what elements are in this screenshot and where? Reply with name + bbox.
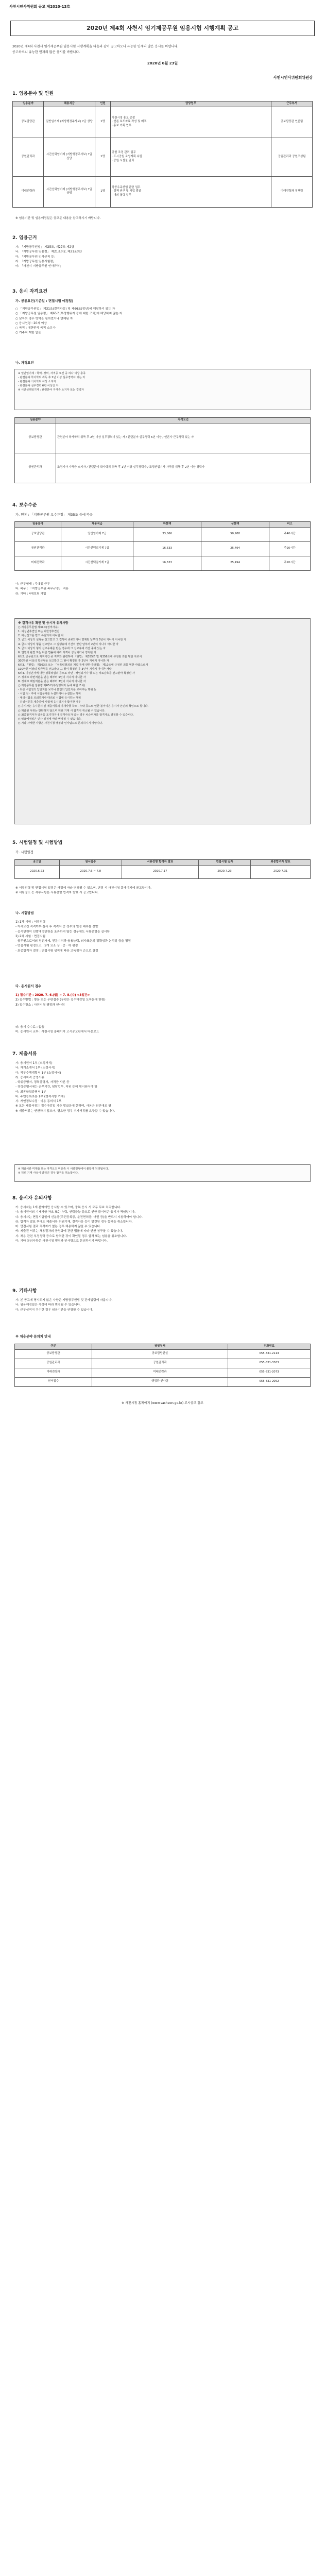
line: ※ 제출서류는 반환하지 않으며, 필요한 경우 추가서류를 요구할 수 있습니다. [15, 1109, 115, 1113]
line: 4. 금고 이상의 형을 선고받고 그 집행유예 기간이 끝난 날부터 2년이 지나지 아니한 자 [18, 642, 119, 646]
cell: 주40시간 [269, 527, 311, 541]
salary-table [14, 521, 311, 571]
disqualification-box [14, 618, 311, 824]
line: 가. 응시원서 1부 (소정서식) [15, 1062, 53, 1065]
cell: 공보담당관실 [92, 1349, 228, 1359]
line: 가. 「지방공무원법」 제25조, 제27조 제2항 [15, 246, 74, 249]
line: ○ 응시연령 : 20세 이상 [15, 321, 47, 325]
cell: 원서접수 [15, 1377, 92, 1386]
line: ○ 제출된 서류는 반환하지 않으며 허위 기재 시 합격이 취소될 수 있습니다. [18, 709, 106, 713]
cell: 시간선택임기제 7급 [61, 541, 133, 556]
documents-note-box [14, 1164, 311, 1182]
line: 2. 파산선고를 받고 복권되지 아니한 자 [18, 634, 64, 638]
line: 라. 응시자격 증명서류 [15, 1076, 44, 1079]
line: - 관련분야 학사학위 취득 후 2년 이상 실무경력이 있는 자 [18, 376, 85, 380]
th-duties: 담당업무 [111, 101, 271, 107]
qualification-table [14, 417, 311, 483]
line: 300만원 이상의 벌금형을 선고받고 그 형이 확정된 후 2년이 지나지 아니한 자 [18, 659, 109, 663]
line: 나. 근무형태 : 주 5일 근무 [15, 583, 50, 586]
schedule-notes [15, 886, 312, 896]
line: 8. 징계로 해임처분을 받은 때부터 3년이 지나지 아니한 자 [18, 680, 86, 684]
cell: 16,533 [133, 556, 201, 570]
line: 6의3. 「형법」 제303조 또는 「성폭력범죄의 처벌 등에 관한 특례법」 제10조에 규정된 죄를 범한 사람으로서 [18, 663, 148, 667]
line: 다. 복무 : 「지방공무원 복무규정」 적용 [15, 587, 69, 591]
th-count: 인원 [95, 101, 111, 107]
line: 나. 「지방공무원 임용령」 제21조의2, 제21조의3 [15, 250, 82, 254]
line: 다. 직무수행계획서 1부 (소정서식) [15, 1071, 61, 1075]
cell: 25,494 [201, 541, 269, 556]
cell: 행정과 인사팀 [92, 1377, 228, 1386]
line: 마. 응시원서 교부 : 사천시청 홈페이지 고시공고란에서 다운로드 [15, 1030, 99, 1034]
line: 1) 1차 시험 : 서류전형 [15, 921, 46, 924]
cell: 미래전략과 [92, 1368, 228, 1377]
cell: 16,533 [133, 541, 201, 556]
th: 공고일 [15, 860, 60, 866]
th: 하한액 [133, 522, 201, 528]
line: 3) 접수장소 : 사천시청 행정과 인사팀 [15, 1003, 65, 1007]
line: 1) 접수기간 : 2020. 7. 6.(월) ~ 7. 8.(수) <3일간> [15, 994, 90, 997]
cell: 시간선택임기제 (지방행정주사보) 7급 상당 [44, 138, 95, 176]
cell: 공원관리과 [13, 138, 44, 176]
section2-body [15, 245, 312, 269]
line: ○ 기타 자세한 사항은 사천시청 행정과 인사팀으로 문의하시기 바랍니다. [18, 721, 103, 725]
cell: 2020.7.17 [122, 865, 198, 878]
line: ○ 「지방공무원법」 제31조(결격사유) 및 제66조(정년)에 해당하지 않는 자 [15, 308, 115, 311]
line: ※ 모든 제출서류는 접수마감일 기준 발급분에 한하며, 사본은 원본대조 필 [15, 1105, 111, 1108]
section3-a-body [15, 307, 312, 336]
cell: 055-831-2052 [228, 1377, 311, 1386]
line: 3. 금고 이상의 실형을 선고받고 그 집행이 종료되거나 면제된 날부터 5년이 지나지 아니한 자 [18, 638, 127, 642]
cell: 055-831-2073 [228, 1368, 311, 1377]
cell: 미래전략과 [13, 176, 44, 207]
section-title: 8. 응시자 유의사항 [12, 1196, 52, 1201]
line: 나. 임용예정일은 사정에 따라 변경될 수 있습니다. [15, 1303, 81, 1307]
line: 다. 응시자는 면접시험일에 신분증(주민등록증, 운전면허증, 여권 등)을 반드시 지참하여야 합니다. [15, 1215, 143, 1219]
line: ○ 지방공무원법 제31조(결격사유) [18, 626, 59, 630]
line: ※ 시험장소 등 세부사항은 서류전형 합격자 발표 시 공고합니다. [15, 891, 99, 895]
contacts-title: ※ 채용분야 문의처 안내 [15, 1334, 51, 1338]
line: 사. 채용 관련 부정청탁 등으로 합격한 것이 확인될 경우 합격 또는 임용을 취소합니다. [15, 1234, 127, 1238]
misc-body [15, 1298, 312, 1313]
cell: 공보담당관 [15, 1349, 92, 1359]
cell: 일반임기제 7급 [61, 527, 133, 541]
subsection-title: 나. 시험방법 [15, 911, 34, 915]
cautions-body [15, 1206, 312, 1244]
line: - 응시인원이 선발예정인원을 초과하지 않는 경우에도 서류전형을 실시함 [15, 930, 110, 934]
publisher: 사천시인사위원회위원장 [273, 75, 313, 80]
line: 100만원 이상의 벌금형을 선고받고 그 형이 확정된 후 3년이 지나지 아니한 사람 [18, 667, 112, 671]
contacts-table [14, 1344, 311, 1387]
cell: 미래전략과 [15, 556, 61, 570]
th: 임용분야 [15, 522, 61, 528]
notice-title: 2020년 제4회 사천시 임기제공무원 임용시험 시행계획 공고 [10, 21, 315, 36]
line: 다. 「지방공무원 인사규칙 등」 [15, 255, 57, 259]
cell: 사천시정 홍보 총괄 · 언론 보도자료 작성 및 배포 · 홍보 기획 업무 [111, 107, 271, 138]
th: 채용직급 [61, 522, 133, 528]
cell: 055-831-2113 [228, 1349, 311, 1359]
line: 바. 제출된 서류는 채용절차의 공정화에 관한 법률에 따라 반환 청구할 수 있습니다. [15, 1230, 123, 1233]
th-grade: 채용직급 [44, 101, 95, 107]
cell: 시간선택임기제 (지방행정주사보) 7급 상당 [44, 176, 95, 207]
line: 2) 접수방법 : 방문 또는 우편접수 (우편은 접수마감일 도착분에 한함) [15, 998, 106, 1002]
subsection-title: 가. 공통요건(기준일 : 면접시험 예정일) [15, 299, 74, 303]
line: 다. 근무성적이 우수한 경우 임용기간을 연장할 수 있습니다. [15, 1308, 93, 1312]
cell: 주20시간 [269, 556, 311, 570]
exam-method-body [15, 920, 312, 954]
th-field: 임용분야 [13, 101, 44, 107]
cell: 공원관리과 [15, 453, 56, 483]
th: 담당부서 [92, 1344, 228, 1350]
line: - 학위증명서, 경력증명서, 자격증 사본 등 [15, 1081, 70, 1084]
line: 나. 응시원서의 기재사항 착오 또는 누락, 연락불능 등으로 인한 불이익은 응시자 책임입니다. [15, 1211, 135, 1214]
schedule-table [14, 859, 311, 879]
cell: 25,494 [201, 556, 269, 570]
line: 마. 「사천시 지방공무원 인사규칙」 [15, 265, 63, 268]
line: 1. 피성년후견인 또는 피한정후견인 [18, 630, 60, 634]
cell: 공보담당관 [15, 423, 56, 453]
line: 바. 주민등록초본 1부 (병적사항 기재) [15, 1095, 65, 1098]
section-title: 1. 임용분야 및 인원 [12, 91, 54, 96]
cell: 미래전략과 [15, 1368, 92, 1377]
line: 라. 기타 : 4대보험 가입 [15, 592, 46, 596]
section4-body [15, 582, 312, 597]
line: - 대리시험을 의뢰하거나 대리로 시험에 응시하는 행위 [18, 697, 81, 700]
cell: 055-831-3363 [228, 1359, 311, 1368]
th: 자격요건 [56, 418, 311, 423]
line: 6의2. 공무원으로 재직기간 중 직무와 관련하여 「형법」 제355조 및 제356조에 규정된 죄를 범한 자로서 [18, 655, 142, 658]
line: ※ 시간선택임기제 : 관련분야 자격증 소지자 또는 경력자 [18, 388, 84, 392]
cell: 공원관리과 공원조성팀 [271, 138, 313, 176]
line: ○ 응시자는 응시원서 및 제출서류의 기재사항 착오 · 누락 등으로 인한 불이익은 응시자 본인의 책임으로 합니다. [18, 705, 149, 708]
cell: 미래전략과 정책팀 [271, 176, 313, 207]
section-title: 5. 시험일정 및 시험방법 [12, 840, 63, 845]
th: 서류전형 합격자 발표 [122, 860, 198, 866]
line: ※ 일반임기제 : 학력, 경력, 자격증 요건 중 하나 이상 충족 [18, 372, 86, 375]
qualification-box [14, 369, 311, 410]
cell: 주20시간 [269, 541, 311, 556]
cell: 일반임기제 (지방행정주사보) 7급 상당 [44, 107, 95, 138]
intro-text [12, 44, 313, 55]
cell: 2020.7.6 ~ 7.8 [59, 865, 122, 878]
cell: 33,066 [133, 527, 201, 541]
line: ○ 남자의 경우 병역을 필하였거나 면제된 자 [15, 317, 73, 320]
th: 전화번호 [228, 1344, 311, 1350]
cell: 1명 [95, 107, 111, 138]
notice-number: 사천시인사위원회 공고 제2020-13호 [9, 5, 71, 9]
line: - 면접시험 평정요소 : 5개 요소 상 · 중 · 하 평정 [15, 944, 78, 948]
subsection-title: 나. 자격요건 [15, 361, 34, 365]
line: 6의4. 미성년자에 대한 성폭력범죄 등으로 파면 · 해임되거나 형 또는 치료감호를 선고받아 확정된 자 [18, 671, 135, 675]
line: 나. 자기소개서 1부 (소정서식) [15, 1066, 56, 1070]
line: - 시험 전 · 후에 시험문제를 누설하거나 누설받는 행위 [18, 692, 81, 696]
intro-line: 2020년 제4회 사천시 임기제공무원 임용시험 시행계획을 다음과 같이 공고하오니 유능한 인재의 많은 응시를 바랍니다. [12, 45, 179, 48]
cell: 공원관리과 [15, 1359, 92, 1368]
documents-body [15, 1061, 312, 1114]
line: - 최종합격자 결정 : 면접시험 성적에 따라 고득점자 순으로 결정 [15, 949, 98, 953]
section-title: 2. 임용근거 [12, 235, 37, 241]
th-dept: 근무부서 [271, 101, 313, 107]
subsection-title: 다. 응시원서 접수 [15, 984, 42, 988]
th: 임용분야 [15, 418, 56, 423]
line: 2) 2차 시험 : 면접시험 [15, 935, 46, 938]
line: ○ 최종합격자가 임용을 포기하거나 결격사유가 있는 경우 차순위자를 합격자로 결정할 수 있습니다. [18, 713, 134, 717]
positions-table [12, 101, 313, 208]
application-body [15, 993, 312, 1008]
cell: 관련분야 학사학위 취득 후 2년 이상 실무경력이 있는 자 / 관련분야 실무경력 6년 이상 / 언론사 근무경력 있는 자 [56, 423, 311, 453]
th: 최종합격자 발표 [251, 860, 311, 866]
section-title: 7. 제출서류 [12, 1052, 37, 1057]
fee-body [15, 1025, 312, 1035]
publish-date: 2020년 6월 23일 [147, 61, 178, 65]
th: 면접시험 일자 [198, 860, 251, 866]
line: ※ 제출서류 미제출 또는 자격요건 미충족 시 서류전형에서 불합격 처리됩니다. [18, 1167, 109, 1171]
box-title: ※ 결격사유 확인 및 응시자 유의사항 [18, 621, 69, 625]
section1-note [15, 216, 312, 221]
subsection-title: 가. 시험일정 [15, 850, 33, 854]
th: 원서접수 [59, 860, 122, 866]
cell: 1명 [95, 138, 111, 176]
line: - 자격요건 적격여부 심사 후 적격자 중 정수의 일정 배수를 선발 [15, 925, 98, 929]
line: 라. 합격자 발표 후에도 제출서류 허위기재, 결격사유 등이 발견된 경우 합격을 취소합니다. [15, 1220, 133, 1224]
line: ○ 지방공무원 임용령 제65조(부정행위자 등에 대한 조치) [18, 684, 85, 688]
line: - 관련분야 석사학위 이상 소지자 [18, 380, 56, 384]
line: - 허위서류를 제출하여 시험에 응시하거나 합격한 경우 [18, 701, 81, 704]
th: 비고 [269, 522, 311, 528]
line: - 다른 수험생의 답안지를 보거나 본인의 답안지를 보여주는 행위 등 [18, 688, 97, 692]
section-title: 4. 보수수준 [12, 503, 37, 508]
line: 라. 「지방공무원 임용시험령」 [15, 260, 56, 263]
intro-line: 공고하오니 유능한 인재의 많은 응시를 바랍니다. [12, 50, 80, 54]
line: ※ 서류전형 및 면접시험 일정은 사정에 따라 변경될 수 있으며, 변경 시 사천시청 홈페이지에 공고합니다. [15, 887, 151, 890]
cell: 50,988 [201, 527, 269, 541]
cell: 2020.7.23 [198, 865, 251, 878]
cell: 조경기사 자격증 소지자 / 관련분야 학사학위 취득 후 1년 이상 실무경력자 / 조경산업기사 자격증 취득 후 2년 이상 경력자 [56, 453, 311, 483]
cell: 공보담당관 [15, 527, 61, 541]
cell: 공원 조경 관리 업무 · 도시공원 조성계획 수립 · 공원 시설물 관리 [111, 138, 271, 176]
subsection-title: 가. 연봉 : 「지방공무원 보수규정」 제35조 등에 따름 [15, 513, 93, 517]
line: 6. 법원의 판결 또는 다른 법률에 따라 자격이 상실되거나 정지된 자 [18, 651, 96, 654]
line: 5. 금고 이상의 형의 선고유예를 받은 경우에 그 선고유예 기간 중에 있는 자 [18, 647, 106, 650]
line: ○ 국적 : 대한민국 국적 소유자 [15, 327, 56, 330]
line: 라. 응시 수수료 : 없음 [15, 1026, 44, 1029]
line: 사. 개인정보수집 · 이용 동의서 1부 [15, 1100, 62, 1104]
th: 구분 [15, 1344, 92, 1350]
cell: 공원관리과 [92, 1359, 228, 1368]
cell: 2020.6.23 [15, 865, 60, 878]
line: ○ 「지방공무원 임용령」 제65조(부정행위자 등에 대한 조치)에 해당하지 않는 자 [15, 312, 123, 316]
note-line: ※ 임용기간 및 임용예정일은 공고문 내용을 참고하시기 바랍니다. [15, 217, 101, 220]
line: - 공무원으로서의 정신자세, 전문지식과 응용능력, 의사표현의 정확성과 논리성 등을 평정 [15, 940, 131, 943]
line: 마. 면접시험 결과 적격자가 없는 경우 채용하지 않을 수 있습니다. [15, 1225, 101, 1229]
cell: 1명 [95, 176, 111, 207]
cell: 공원관리과 [15, 541, 61, 556]
footer-note: ※ 사천시청 홈페이지 (www.sacheon.go.kr) 고시공고 참조 [122, 1401, 203, 1405]
line: 마. 최종학력증명서 1부 [15, 1090, 46, 1094]
cell: 공보담당관 [13, 107, 44, 138]
line: 아. 기타 문의사항은 사천시청 행정과 인사팀으로 문의하시기 바랍니다. [15, 1239, 108, 1243]
line: - 관련분야 실무경력 6년 이상인 자 [18, 384, 59, 388]
line: 가. 본 공고에 명시되지 않은 사항은 지방공무원법 및 관계법령에 따릅니다. [15, 1299, 113, 1302]
line: ※ 허위 기재 사실이 밝혀진 경우 합격을 취소합니다. [18, 1172, 79, 1175]
section-title: 3. 응시 자격요건 [12, 289, 48, 294]
cell: 시간선택임기제 7급 [61, 556, 133, 570]
section-title: 9. 기타사항 [12, 1289, 37, 1294]
cell: 공보담당관 언론팀 [271, 107, 313, 138]
line: 7. 징계로 파면처분을 받은 때부터 5년이 지나지 아니한 자 [18, 676, 86, 680]
line: 가. 응시자는 1개 분야에만 응시할 수 있으며, 중복 응시 시 모두 무효 처리합니다. [15, 1206, 121, 1209]
line: ○ 임용예정일은 인사 일정에 따라 변경될 수 있습니다. [18, 717, 81, 721]
th: 상한액 [201, 522, 269, 528]
line: ○ 거주지 제한 없음 [15, 331, 41, 335]
line: - 경력증명서에는 근무기간, 담당업무, 직위 등이 명시되어야 함 [15, 1086, 97, 1089]
cell: 2020.7.31 [251, 865, 311, 878]
cell: 항공우주산업 관련 업무 · 정책 연구 및 사업 발굴 · 대외 협력 업무 [111, 176, 271, 207]
